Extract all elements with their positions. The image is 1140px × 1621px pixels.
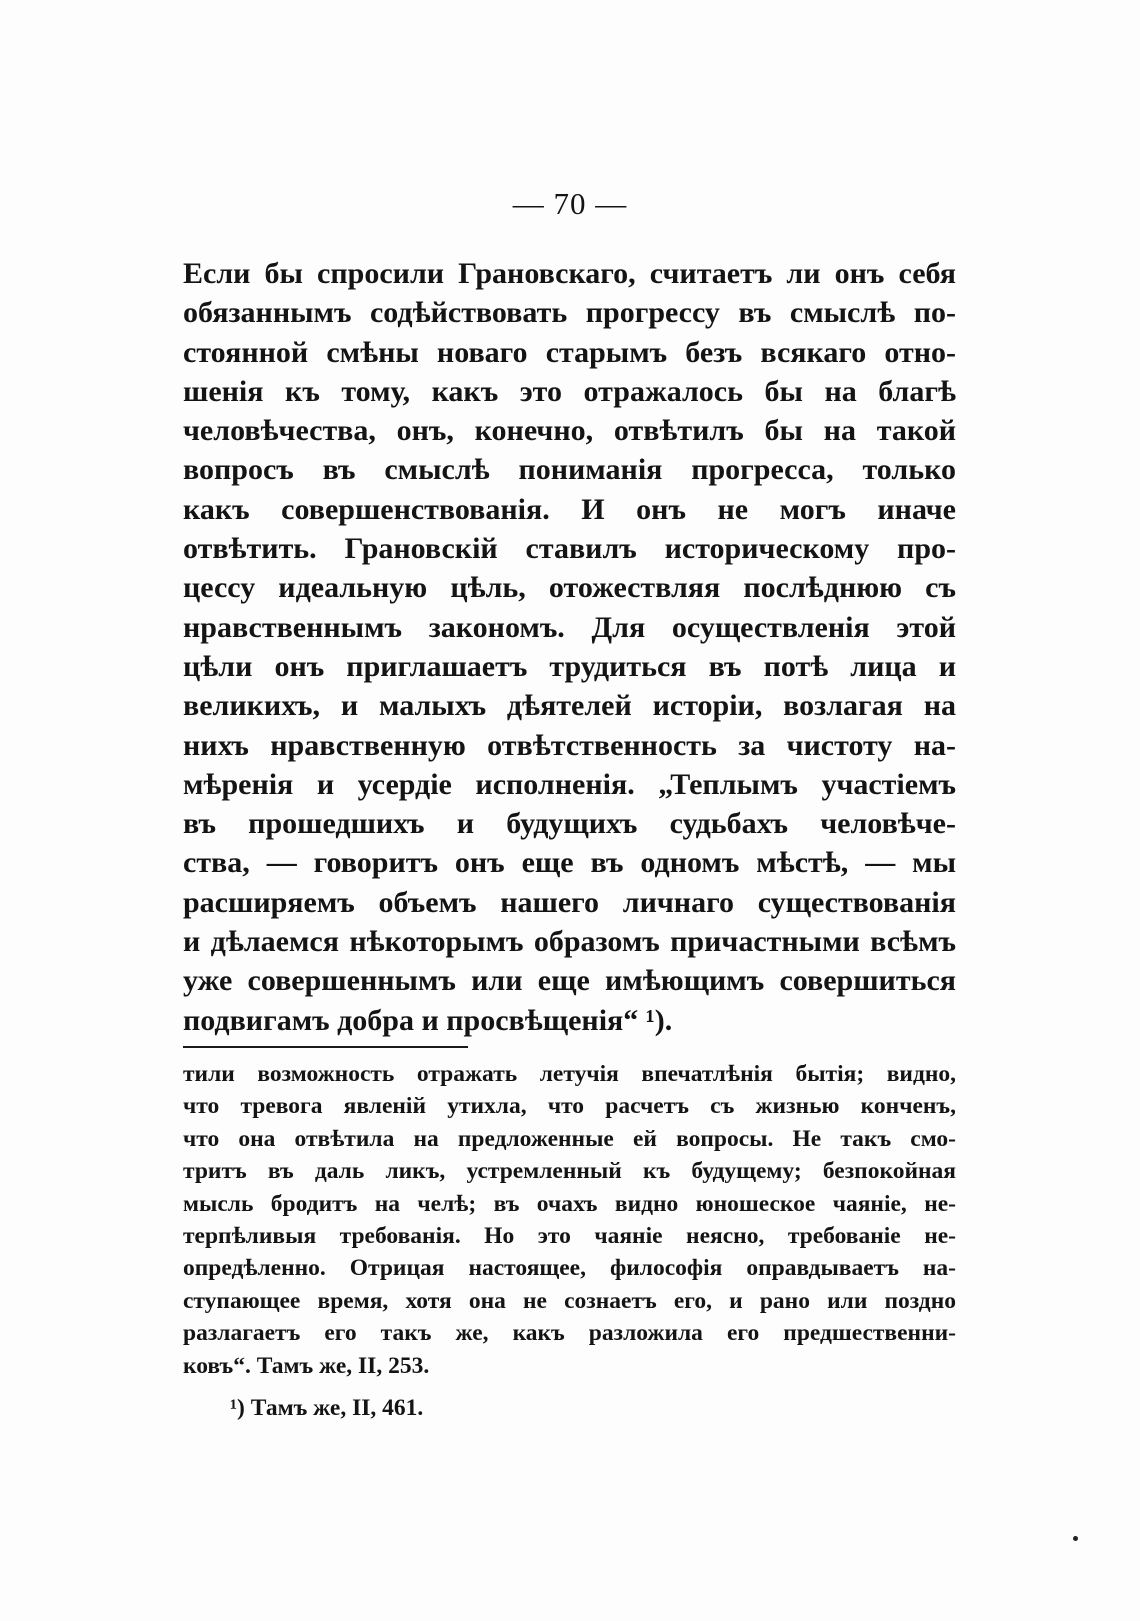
text-line: Если бы спросили Грановскаго, считаетъ ли онъ себя [183,257,956,290]
text-line: вопросъ въ смыслѣ пониманія прогресса, только [183,453,956,487]
text-line: ства, — говоритъ онъ еще въ одномъ мѣстѣ, — мы [183,846,956,880]
text-line: нравственнымъ закономъ. Для осуществленія этой [183,610,956,644]
text-line: цессу идеальную цѣль, отожествляя послѣднюю съ [183,571,956,605]
footnote-line: мысль бродитъ на челѣ; въ очахъ видно юношеское чаяніе, не- [183,1190,956,1217]
scan-speck [1073,1536,1078,1541]
text-line: расширяемъ объемъ нашего личнаго существованія [183,885,956,919]
text-line: нихъ нравственную отвѣтственность за чистоту на- [183,728,956,762]
text-line: великихъ, и малыхъ дѣятелей исторіи, возлагая на [183,689,956,723]
text-line: шенія къ тому, какъ это отражалось бы на благѣ [183,374,956,408]
text-line: обязаннымъ содѣйствовать прогрессу въ смыслѣ по- [183,296,956,330]
text-line: отвѣтить. Грановскій ставилъ историческому про- [183,532,956,566]
footnote-line: разлагаетъ его такъ же, какъ разложила его предшественни- [183,1320,956,1347]
text-line: человѣчества, онъ, конечно, отвѣтилъ бы на такой [183,414,956,448]
footnote-line: что она отвѣтила на предложенные ей вопросы. Не такъ смо- [183,1125,956,1152]
footnote-line: что тревога явленій утихла, что расчетъ съ жизнью конченъ, [183,1093,956,1120]
text-line: подвигамъ добра и просвѣщенія“ ¹). [183,1003,673,1037]
continued-footnote [183,1058,956,1382]
text-line: уже совершеннымъ или еще имѣющимъ совершиться [183,964,956,998]
footnote-line: терпѣливыя требованія. Но это чаяніе неясно, требованіе не- [183,1222,956,1249]
text-line: стоянной смѣны новаго старымъ безъ всякаго отно- [183,335,956,369]
page-number: — 70 — [512,186,628,221]
text-line: мѣренія и усердіе исполненія. „Теплымъ участіемъ [183,767,956,801]
text-line: въ прошедшихъ и будущихъ судьбахъ человѣче- [183,807,956,841]
text-line: и дѣлаемся нѣкоторымъ образомъ причастными всѣмъ [183,925,956,959]
text-line: какъ совершенствованія. И онъ не могъ иначе [183,492,956,526]
footnote-line: тритъ въ даль ликъ, устремленный къ будущему; безпокойная [183,1158,956,1185]
footnote-line: опредѣленно. Отрицая настоящее, философія оправдываетъ на- [183,1255,956,1282]
text-line: цѣли онъ приглашаетъ трудиться въ потѣ лица и [183,649,956,683]
footnote-line: тили возможность отражать летучія впечатлѣнія бытія; видно, [183,1061,956,1087]
footnote-line: ступающее время, хотя она не сознаетъ его, и рано или поздно [183,1287,956,1314]
footnote-divider [183,1046,468,1048]
footnote-1: ¹) Тамъ же, II, 461. [230,1395,424,1421]
footnote-line: ковъ“. Тамъ же, II, 253. [183,1352,430,1379]
main-paragraph [183,254,956,1040]
